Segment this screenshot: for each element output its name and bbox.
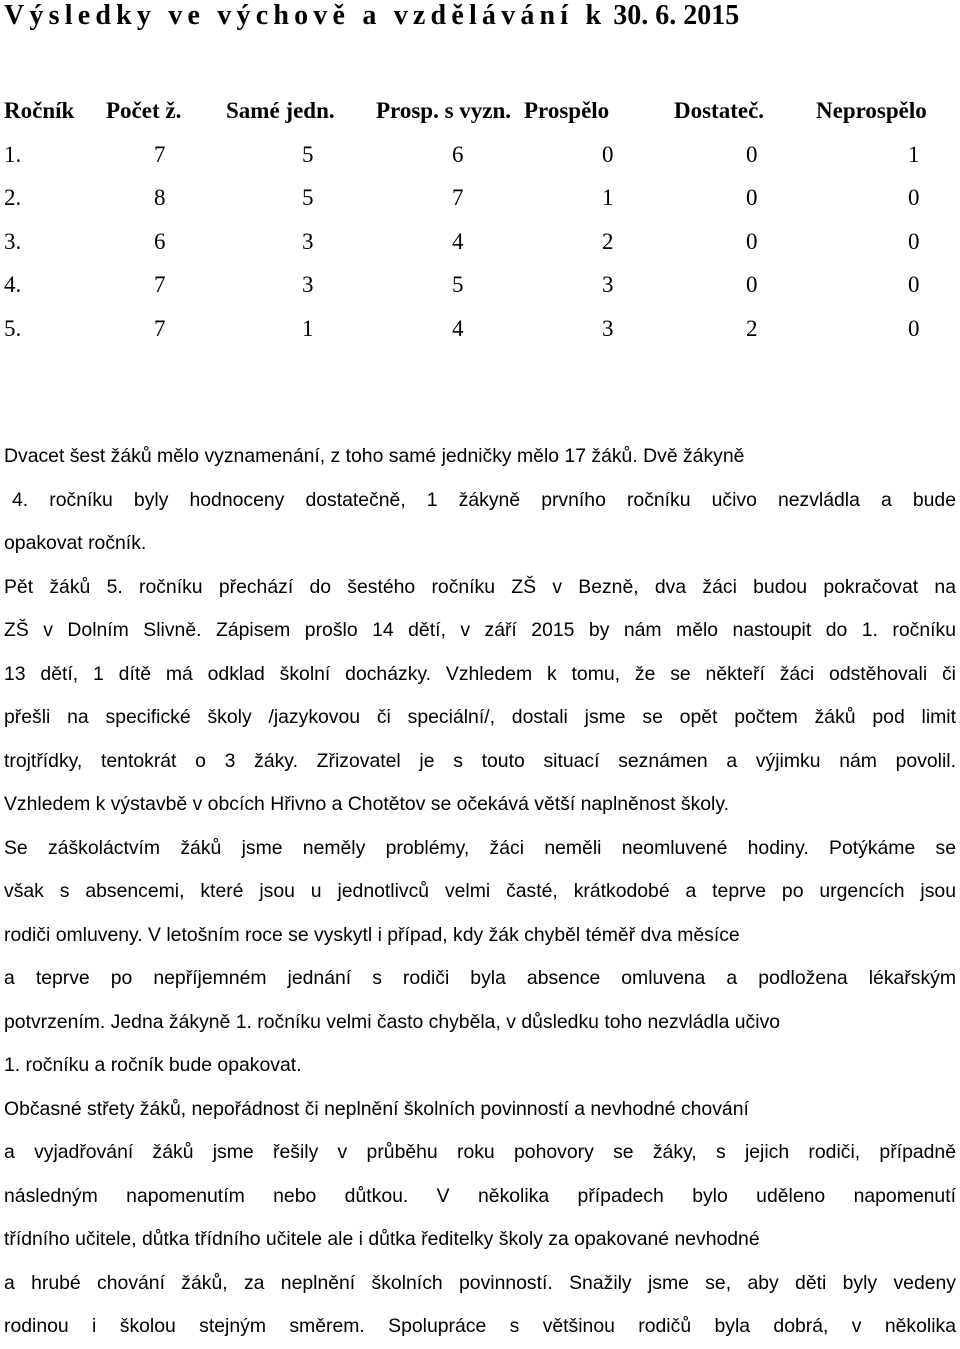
table-row	[4, 220, 944, 264]
cell: 5.	[4, 315, 22, 341]
cell: 1	[602, 185, 614, 210]
cell: 2	[746, 315, 758, 341]
text-line: 4. ročníku byly hodnoceny dostatečně, 1 žákyně prvního ročníku učivo nezvládla a bude	[12, 488, 956, 511]
table-row	[4, 263, 944, 307]
text-line: a hrubé chování žáků, za neplnění školních povinností. Snažily jsme se, aby děti byly vedeny	[4, 1271, 956, 1294]
cell: 0	[602, 141, 614, 167]
cell: 5	[302, 141, 314, 167]
title-text: Výsledky ve výchově a vzdělávání k	[4, 0, 607, 31]
table-header-row	[4, 89, 944, 133]
body-text	[4, 435, 956, 1349]
text-line: rodiči omluveny. V letošním roce se vyskytl i případ, kdy žák chyběl téměř dva měsíce	[4, 923, 740, 946]
cell: 7	[154, 315, 166, 341]
page-title	[4, 0, 960, 36]
header-neprospelo: Neprospělo	[816, 98, 927, 123]
text-line: 13 dětí, 1 dítě má odklad školní docházky. Vzhledem k tomu, že se někteří žáci odstěhovali či	[4, 662, 956, 685]
cell: 3	[602, 272, 614, 297]
cell: 6	[452, 141, 464, 167]
cell: 3	[602, 315, 614, 341]
cell: 0	[908, 185, 920, 210]
text-line: Vzhledem k výstavbě v obcích Hřivno a Chotětov se očekává větší naplněnost školy.	[4, 793, 729, 815]
header-prospelo: Prospělo	[524, 98, 610, 123]
text-line: potvrzením. Jedna žákyně 1. ročníku velmi často chyběla, v důsledku toho nezvládla učivo	[4, 1010, 781, 1033]
text-line: třídního učitele, důtka třídního učitele ale i důtka ředitelky školy za opakované nevhodné	[4, 1228, 760, 1250]
cell: 0	[746, 272, 758, 297]
cell: 5	[302, 185, 314, 210]
text-line: rodinou i školou stejným směrem. Spolupráce s většinou rodičů byla dobrá, v několika	[4, 1315, 956, 1337]
header-rocnik: Ročník	[4, 98, 75, 123]
text-line: následným napomenutím nebo důtkou. V několika případech bylo uděleno napomenutí	[4, 1184, 956, 1207]
header-pocet: Počet ž.	[106, 98, 182, 123]
text-line: a vyjadřování žáků jsme řešily v průběhu roku pohovory se žáky, s jejich rodiči, případně	[4, 1141, 956, 1163]
cell: 1	[908, 141, 920, 167]
text-line: Pět žáků 5. ročníku přechází do šestého ročníku ZŠ v Bezně, dva žáci budou pokračovat na	[4, 575, 956, 598]
cell: 4	[452, 315, 464, 341]
table-row	[4, 176, 944, 220]
cell: 4	[452, 228, 464, 254]
table-row	[4, 133, 944, 177]
cell: 2.	[4, 185, 22, 210]
cell: 3.	[4, 228, 22, 254]
text-line: opakovat ročník.	[4, 532, 147, 554]
cell: 4.	[4, 272, 22, 297]
cell: 0	[746, 228, 758, 254]
header-prosp-s-vyzn: Prosp. s vyzn.	[376, 98, 512, 123]
cell: 2	[602, 228, 614, 254]
cell: 3	[302, 272, 314, 297]
text-line: a teprve po nepříjemném jednání s rodiči byla absence omluvena a podložena lékařským	[4, 967, 956, 989]
text-line: trojtřídky, tentokrát o 3 žáky. Zřizovatel je s touto situací seznámen a výjimku nám povolil.	[4, 749, 956, 772]
title-date: 30. 6. 2015	[613, 0, 740, 31]
cell: 1.	[4, 141, 22, 167]
cell: 5	[452, 272, 464, 297]
header-same-jedn: Samé jedn.	[226, 98, 335, 123]
results-table	[4, 89, 944, 350]
text-line: Občasné střety žáků, nepořádnost či neplnění školních povinností a nevhodné chování	[4, 1097, 749, 1120]
text-line: však s absencemi, které jsou u jednotlivců velmi časté, krátkodobé a teprve po urgencích jsou	[4, 880, 956, 902]
cell: 0	[908, 315, 920, 341]
text-line: Se záškoláctvím žáků jsme neměly problémy, žáci neměli neomluvené hodiny. Potýkáme se	[4, 836, 956, 859]
text-line: přešli na specifické školy /jazykovou či speciální/, dostali jsme se opět počtem žáků pod limit	[4, 706, 956, 728]
text-line: Dvacet šest žáků mělo vyznamenání, z toho samé jedničky mělo 17 žáků. Dvě žákyně	[4, 445, 745, 467]
cell: 1	[302, 315, 314, 341]
cell: 6	[154, 228, 166, 254]
cell: 7	[154, 272, 166, 297]
table-row	[4, 307, 944, 351]
cell: 8	[154, 185, 166, 210]
cell: 0	[746, 141, 758, 167]
cell: 0	[746, 185, 758, 210]
header-dostatec: Dostateč.	[674, 98, 765, 123]
cell: 0	[908, 228, 920, 254]
cell: 0	[908, 272, 920, 297]
cell: 7	[154, 141, 166, 167]
text-line: 1. ročníku a ročník bude opakovat.	[4, 1054, 302, 1076]
text-line: ZŠ v Dolním Slivně. Zápisem prošlo 14 dětí, v září 2015 by nám mělo nastoupit do 1. ročníku	[4, 619, 956, 641]
cell: 7	[452, 185, 464, 210]
cell: 3	[302, 228, 314, 254]
